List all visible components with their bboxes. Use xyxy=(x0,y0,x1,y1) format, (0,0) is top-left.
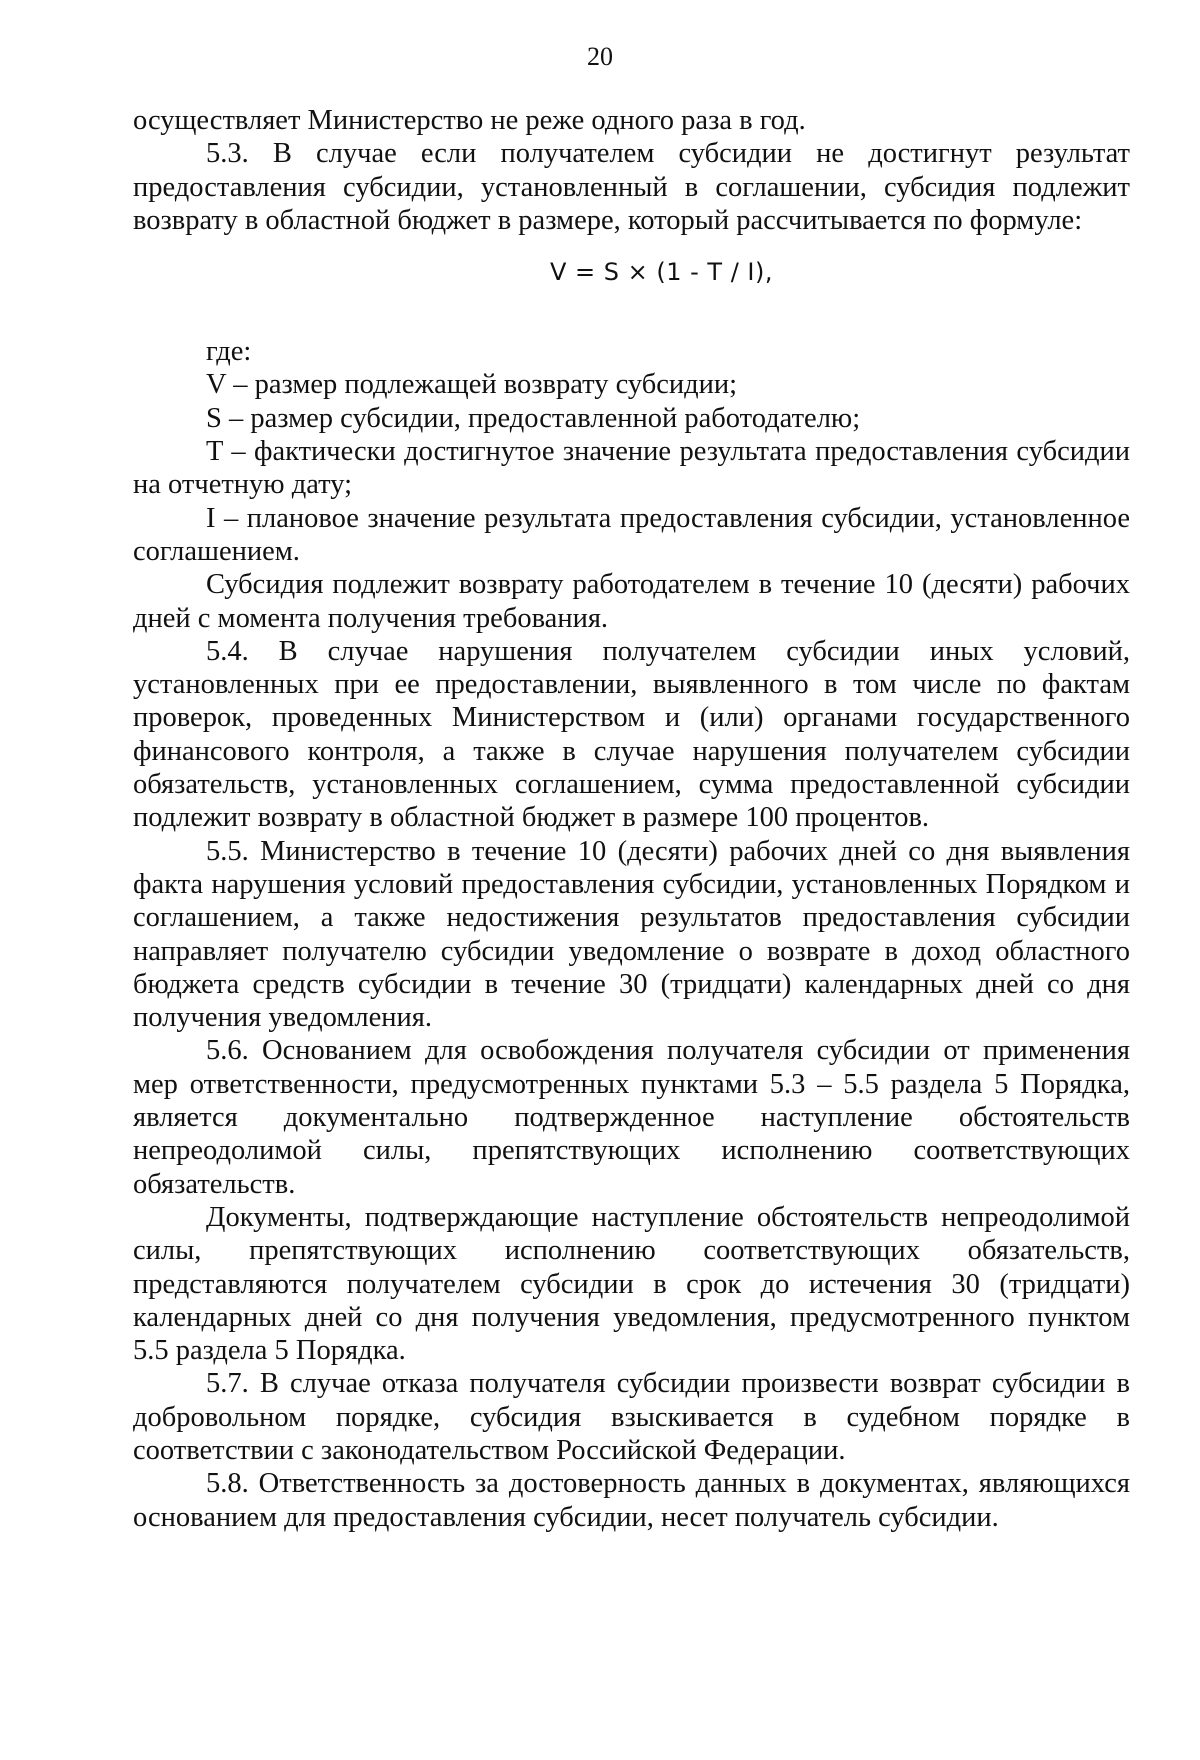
page-number: 20 xyxy=(587,42,613,71)
paragraph-5-6: 5.6. Основанием для освобождения получателя субсидии от применения мер ответственности, предусмотренных пунктами 5.3 – 5.5 раздела 5 Порядка, является документально подтвержденное наступление обстоятельств непреодолимой силы, препятствующих исполнению соответствующих обязательств. xyxy=(133,1035,1130,1200)
paragraph-5-8: 5.8. Ответственность за достоверность данных в документах, являющихся основанием для предоставления субсидии, несет получатель субсидии. xyxy=(133,1468,1130,1533)
paragraph-5-3: 5.3. В случае если получателем субсидии не достигнут результат предоставления субсидии, установленный в соглашении, субсидия подлежит возврату в областной бюджет в размере, который рассчитывается по формуле: xyxy=(133,138,1130,236)
definition-i: I – плановое значение результата предоставления субсидии, установленное соглашением. xyxy=(133,502,1130,567)
paragraph-documents: Документы, подтверждающие наступление обстоятельств непреодолимой силы, препятствующих исполнению соответствующих обязательств, представляются получателем субсидии в срок до истечения 30 (тридцати) календарных дней со дня получения уведомления, предусмотренного пунктом 5.5 раздела 5 Порядка. xyxy=(133,1201,1130,1367)
where-label: где: xyxy=(206,336,252,368)
paragraph-5-4: 5.4. В случае нарушения получателем субсидии иных условий, установленных при ее предоставлении, выявленного в том числе по фактам проверок, проведенных Министерством и (или) органами государственного финансового контроля, а также в случае нарушения получателем субсидии обязательств, установленных соглашением, сумма предоставленной субсидии подлежит возврату в областной бюджет в размере 100 процентов. xyxy=(133,635,1130,834)
paragraph-return-deadline: Субсидия подлежит возврату работодателем в течение 10 (десяти) рабочих дней с момента получения требования. xyxy=(133,569,1130,634)
formula-spacer xyxy=(133,307,1130,335)
paragraph-5-5: 5.5. Министерство в течение 10 (десяти) рабочих дней со дня выявления факта нарушения условий предоставления субсидии, установленных Порядком и соглашением, а также недостижения результатов предоставления субсидии направляет получателю субсидии уведомление о возврате в доход областного бюджета средств субсидии в течение 30 (тридцати) календарных дней со дня получения уведомления. xyxy=(133,835,1130,1034)
definition-s: S – размер субсидии, предоставленной работодателю; xyxy=(206,402,861,434)
paragraph-continuation: осуществляет Министерство не реже одного раза в год. xyxy=(133,105,806,136)
refund-formula: V = S × (1 - T / I), xyxy=(549,258,773,287)
definition-v: V – размер подлежащей возврату субсидии; xyxy=(206,369,738,401)
document-body xyxy=(133,104,1130,1534)
paragraph-5-7: 5.7. В случае отказа получателя субсидии произвести возврат субсидии в добровольном порядке, субсидия взыскивается в судебном порядке в соответствии с законодательством Российской Федерации. xyxy=(133,1368,1130,1466)
definition-t: T – фактически достигнутое значение результата предоставления субсидии на отчетную дату; xyxy=(133,436,1130,501)
